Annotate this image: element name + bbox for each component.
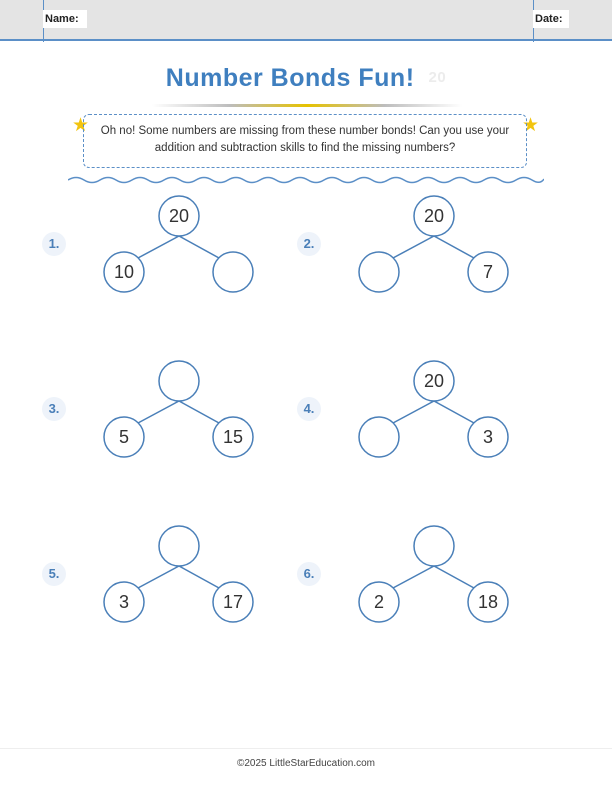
instructions-box: Oh no! Some numbers are missing from these number bonds! Can you use your addition and subtraction skills to find the missing numbers? <box>83 114 527 168</box>
bond-right-value: 3 <box>482 427 494 447</box>
name-field-label[interactable]: Name: <box>43 10 87 28</box>
title-faint-number: 20 <box>428 69 447 86</box>
bond-connector-line <box>434 236 474 258</box>
footer-copyright: ©2025 LittleStarEducation.com <box>236 758 375 769</box>
bond-part-left-circle[interactable] <box>359 252 399 292</box>
bond-whole-value: 20 <box>168 206 190 226</box>
bond-left-value: 5 <box>118 427 130 447</box>
bond-left-value: 2 <box>373 592 385 612</box>
bond-part-right-circle[interactable] <box>213 252 253 292</box>
bond-left-value: 3 <box>118 592 130 612</box>
problem-number: 5. <box>42 562 66 586</box>
bond-connector-line <box>434 566 474 588</box>
bond-connector-line <box>138 401 179 423</box>
bond-connector-line <box>393 566 434 588</box>
bond-connector-line <box>179 566 219 588</box>
bond-whole-circle[interactable] <box>159 526 199 566</box>
bond-whole-value: 20 <box>423 371 445 391</box>
bond-right-value: 7 <box>482 262 494 282</box>
number-bond <box>350 525 520 625</box>
problem-number: 1. <box>42 232 66 256</box>
wavy-divider <box>68 174 544 184</box>
bond-connector-line <box>434 401 474 423</box>
problem-number: 2. <box>297 232 321 256</box>
title-underline <box>152 104 462 107</box>
bond-part-left-circle[interactable] <box>359 417 399 457</box>
problem-number: 3. <box>42 397 66 421</box>
bond-connector-line <box>393 236 434 258</box>
bond-right-value: 15 <box>222 427 244 447</box>
footer-divider <box>0 748 612 749</box>
star-icon-right: ★ <box>522 115 540 136</box>
title-text: Number Bonds Fun! <box>165 64 415 92</box>
bond-connector-line <box>179 236 219 258</box>
bond-connector-line <box>138 236 179 258</box>
number-bond <box>350 195 520 295</box>
star-icon-left: ★ <box>72 115 90 136</box>
problem-number: 6. <box>297 562 321 586</box>
number-bond <box>95 360 265 460</box>
number-bond <box>95 525 265 625</box>
bond-connector-line <box>179 401 219 423</box>
bond-whole-circle[interactable] <box>159 361 199 401</box>
number-bond <box>95 195 265 295</box>
bond-left-value: 10 <box>113 262 135 282</box>
name-date-header <box>0 0 612 41</box>
bond-whole-value: 20 <box>423 206 445 226</box>
problem-number: 4. <box>297 397 321 421</box>
bond-whole-circle[interactable] <box>414 526 454 566</box>
number-bond <box>350 360 520 460</box>
worksheet-title <box>0 64 612 93</box>
date-field-label[interactable]: Date: <box>533 10 569 28</box>
bond-right-value: 17 <box>222 592 244 612</box>
bond-connector-line <box>393 401 434 423</box>
bond-connector-line <box>138 566 179 588</box>
bond-right-value: 18 <box>477 592 499 612</box>
